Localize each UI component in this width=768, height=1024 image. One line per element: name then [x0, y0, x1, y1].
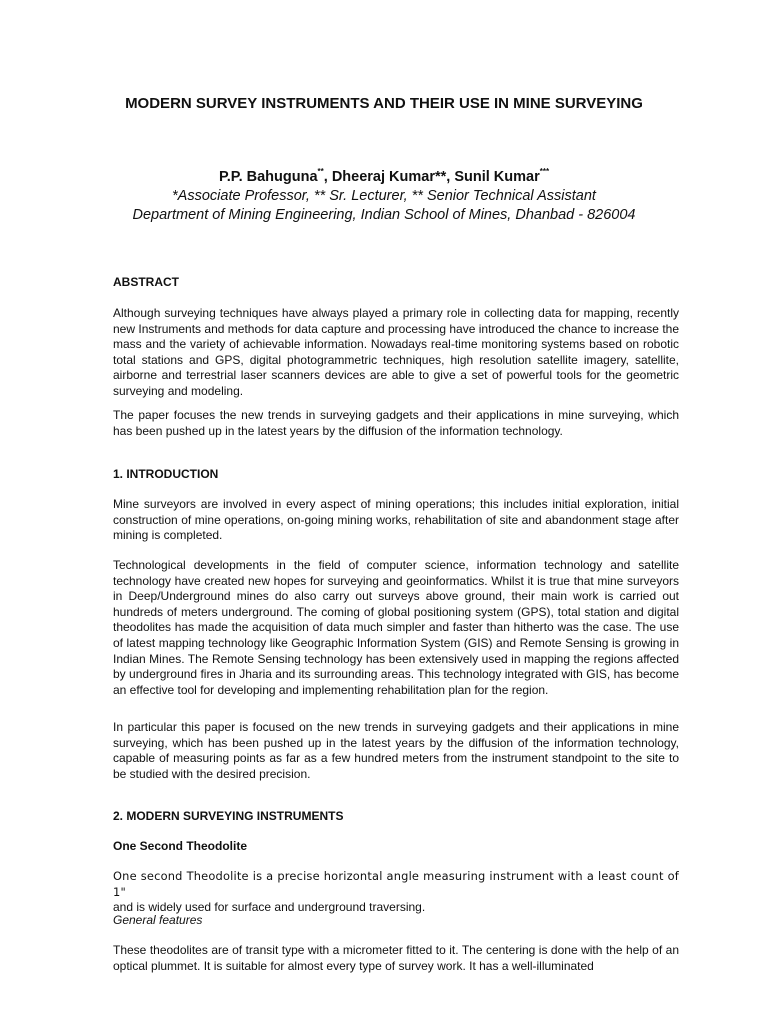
author-mark: *** [539, 167, 550, 176]
theodolite-lead-text: One second Theodolite is a precise horizontal angle measuring instrument with a least count of 1" [113, 869, 679, 899]
instruments-heading: 2. MODERN SURVEYING INSTRUMENTS [113, 809, 344, 823]
general-features-heading: General features [113, 913, 203, 927]
author-name: Sunil Kumar [454, 169, 540, 185]
introduction-heading: 1. INTRODUCTION [113, 467, 219, 481]
introduction-paragraph-3: In particular this paper is focused on the new trends in surveying gadgets and their applications in mine surveying, which has been pushed up in the latest years by the diffusion of the information technology, capable of measuring points as far as a few hundred meters from the instrument standpoint to the site to be studied with the desired precision. [113, 720, 679, 781]
abstract-paragraph-1: Although surveying techniques have always played a primary role in collecting data for mapping, recently new Instruments and methods for data capture and processing have introduced the chance to increase the mass and the variety of achievable information. Nowadays real-time monitoring systems based on robotic total stations and GPS, digital photogrammetric techniques, high resolution satellite imagery, satellite, airborne and terrestrial laser scanners devices are able to give a set of powerful tools for the geometric surveying and modeling. [113, 306, 679, 398]
abstract-paragraph-2: The paper focuses the new trends in surveying gadgets and their applications in mine surveying, which has been pushed up in the latest years by the diffusion of the information technology. [113, 408, 679, 438]
theodolite-rest-text: and is widely used for surface and underground traversing. [113, 900, 426, 915]
abstract-heading: ABSTRACT [113, 275, 179, 289]
author-name: P.P. Bahuguna [218, 169, 318, 185]
author-roles: *Associate Professor, ** Sr. Lecturer, ** Senior Technical Assistant [172, 188, 596, 204]
author-separator: , [323, 169, 332, 185]
theodolite-paragraph [113, 869, 679, 916]
paper-title: MODERN SURVEY INSTRUMENTS AND THEIR USE IN MINE SURVEYING [125, 95, 643, 112]
introduction-paragraph-1: Mine surveyors are involved in every aspect of mining operations; this includes initial exploration, initial construction of mine operations, on-going mining works, rehabilitation of site and abandonment stage after mining is completed. [113, 497, 679, 543]
author-mark: ** [317, 167, 324, 176]
department-affiliation: Department of Mining Engineering, Indian School of Mines, Dhanbad - 826004 [132, 207, 636, 223]
author-line [60, 168, 708, 186]
author-name: Dheeraj Kumar** [331, 169, 447, 185]
introduction-paragraph-2: Technological developments in the field of computer science, information technology and satellite technology have created new hopes for surveying and geoinformatics. Whilst it is true that mine surveyors in Deep/Underground mines do also carry out surveys above ground, their main work is carried out hundreds of meters underground. The coming of global positioning system (GPS), total station and digital theodolites has made the acquisition of data much simpler and faster than hitherto was the case. The use of latest mapping technology like Geographic Information System (GIS) and Remote Sensing is growing in Indian Mines. The Remote Sensing technology has been extensively used in mapping the regions affected by underground fires in Jharia and its surrounding areas. This technology integrated with GIS, has become an effective tool for developing and implementing rehabilitation plan for the region. [113, 558, 679, 697]
theodolite-subheading: One Second Theodolite [113, 839, 248, 853]
general-features-paragraph: These theodolites are of transit type with a micrometer fitted to it. The centering is done with the help of an optical plummet. It is suitable for almost every type of survey work. It has a well-illuminated [113, 943, 679, 973]
author-separator: , [446, 169, 455, 185]
